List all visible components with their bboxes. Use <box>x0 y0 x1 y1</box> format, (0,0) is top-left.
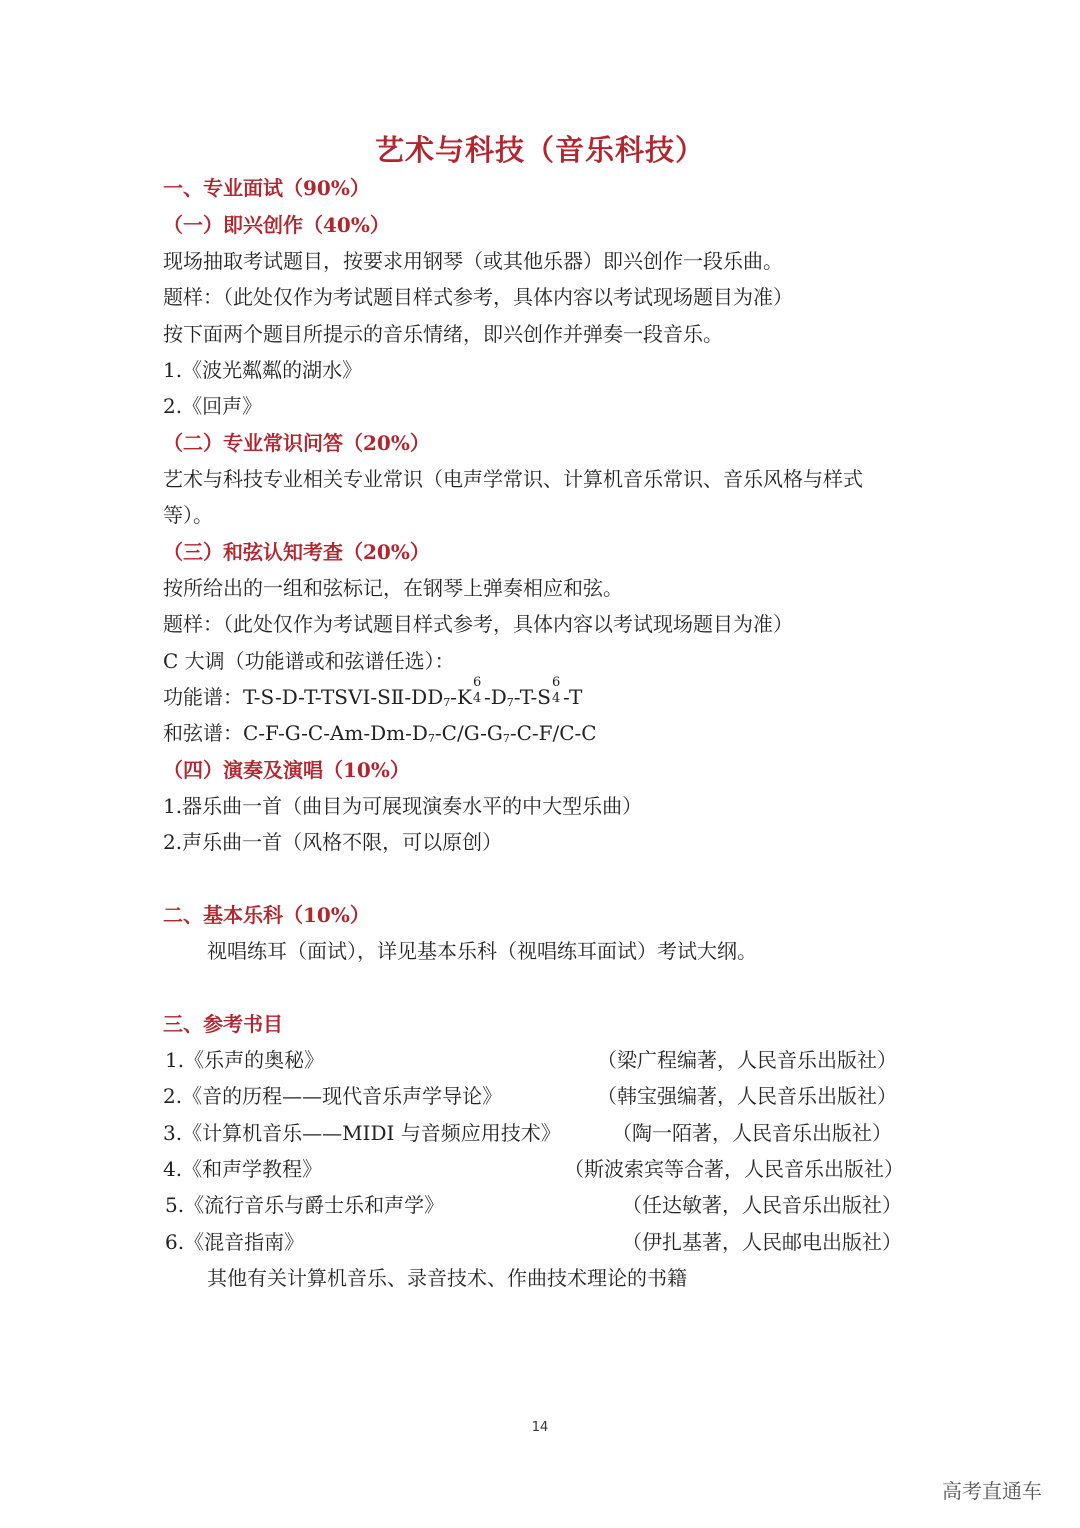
paragraph: 视唱练耳（面试），详见基本乐科（视唱练耳面试）考试大纲。 <box>207 939 757 963</box>
paragraph: 现场抽取考试题目，按要求用钢琴（或其他乐器）即兴创作一段乐曲。 <box>163 249 783 273</box>
book-title: 3.《计算机音乐——MIDI 与音频应用技术》 <box>163 1121 561 1145</box>
list-item: 1.器乐曲一首（曲目为可展现演奏水平的中大型乐曲） <box>163 794 643 818</box>
paragraph: 题样：（此处仅作为考试题目样式参考，具体内容以考试现场题目为准） <box>163 285 793 309</box>
list-item: 2.声乐曲一首（风格不限，可以原创） <box>163 830 503 854</box>
book-title: 2.《音的历程——现代音乐声学导论》 <box>163 1084 503 1108</box>
book-author: （韩宝强编著，人民音乐出版社） <box>597 1084 897 1108</box>
book-title: 4.《和声学教程》 <box>163 1157 323 1181</box>
page-title: 艺术与科技（音乐科技） <box>374 133 705 167</box>
section-heading-interview: 一、专业面试（90%） <box>163 176 370 200</box>
paragraph: 艺术与科技专业相关专业常识（电声学常识、计算机音乐常识、音乐风格与样式 <box>163 467 863 491</box>
six-four-fraction: 6 4 <box>472 675 482 706</box>
book-author: （任达敏著，人民音乐出版社） <box>622 1193 902 1217</box>
section-heading-references: 三、参考书目 <box>163 1012 283 1036</box>
list-item: 2.《回声》 <box>163 394 263 418</box>
list-item: 1.《波光粼粼的湖水》 <box>163 358 363 382</box>
subsection-heading-chords: （三）和弦认知考查（20%） <box>163 540 430 564</box>
paragraph: 等）。 <box>163 503 213 527</box>
subsection-heading-performance: （四）演奏及演唱（10%） <box>163 758 410 782</box>
subsection-heading-knowledge: （二）专业常识问答（20%） <box>163 431 430 455</box>
book-author: （伊扎基著，人民邮电出版社） <box>622 1230 902 1254</box>
paragraph: 按所给出的一组和弦标记，在钢琴上弹奏相应和弦。 <box>163 576 623 600</box>
paragraph: 其他有关计算机音乐、录音技术、作曲技术理论的书籍 <box>207 1266 687 1290</box>
book-title: 5.《流行音乐与爵士乐和声学》 <box>165 1193 445 1217</box>
paragraph: C 大调（功能谱或和弦谱任选）： <box>163 649 455 673</box>
functional-notation: 功能谱：T-S-D-T-TSVI-SⅡ-DD7-K 6 4 -D7-T-S 6 4 -T <box>163 675 583 709</box>
book-title: 6.《混音指南》 <box>165 1230 305 1254</box>
chord-notation: 和弦谱：C-F-G-C-Am-Dm-D7-C/G-G7-C-F/C-C <box>163 721 597 745</box>
book-author: （斯波索宾等合著，人民音乐出版社） <box>564 1157 904 1181</box>
book-author: （陶一陌著，人民音乐出版社） <box>612 1121 892 1145</box>
page-number: 14 <box>531 1420 549 1435</box>
subsection-heading-improvisation: （一）即兴创作（40%） <box>163 213 390 237</box>
six-four-fraction: 6 4 <box>552 675 561 706</box>
book-author: （梁广程编著，人民音乐出版社） <box>597 1048 897 1072</box>
book-title: 1.《乐声的奥秘》 <box>165 1048 325 1072</box>
section-heading-basic-music: 二、基本乐科（10%） <box>163 903 370 927</box>
watermark: 高考直通车 <box>942 1479 1042 1503</box>
paragraph: 题样：（此处仅作为考试题目样式参考，具体内容以考试现场题目为准） <box>163 612 793 636</box>
paragraph: 按下面两个题目所提示的音乐情绪，即兴创作并弹奏一段音乐。 <box>163 322 723 346</box>
